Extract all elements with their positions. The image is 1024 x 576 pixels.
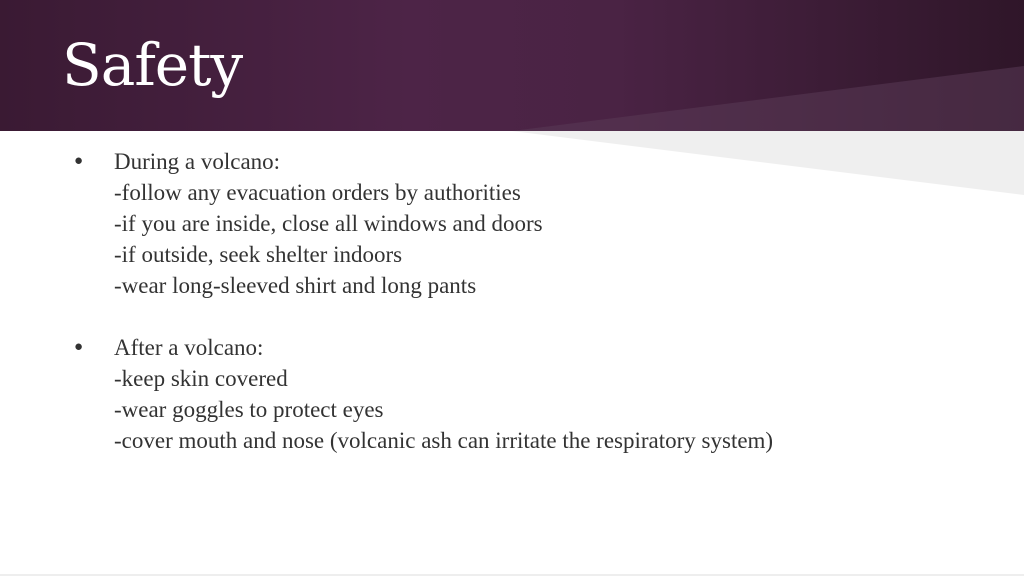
bullet-after-volcano: [70, 332, 970, 456]
slide-body: [70, 146, 970, 456]
bullet-during-volcano: [70, 146, 970, 301]
bullet-marker: ●: [74, 339, 84, 355]
bullet-line: -follow any evacuation orders by authorities: [114, 180, 521, 205]
bullet-line: -cover mouth and nose (volcanic ash can irritate the respiratory system): [114, 428, 774, 453]
bullet-line: -if outside, seek shelter indoors: [114, 242, 403, 267]
bullet-line: -keep skin covered: [114, 366, 288, 391]
bullet-marker: ●: [74, 153, 84, 169]
bullet-heading: During a volcano:: [114, 149, 281, 174]
bullet-line: -if you are inside, close all windows and doors: [114, 211, 543, 236]
bullet-heading: After a volcano:: [114, 335, 264, 360]
bullet-line: -wear goggles to protect eyes: [114, 397, 384, 422]
bullet-line: -wear long-sleeved shirt and long pants: [114, 273, 477, 298]
slide-title: Safety: [62, 31, 243, 99]
